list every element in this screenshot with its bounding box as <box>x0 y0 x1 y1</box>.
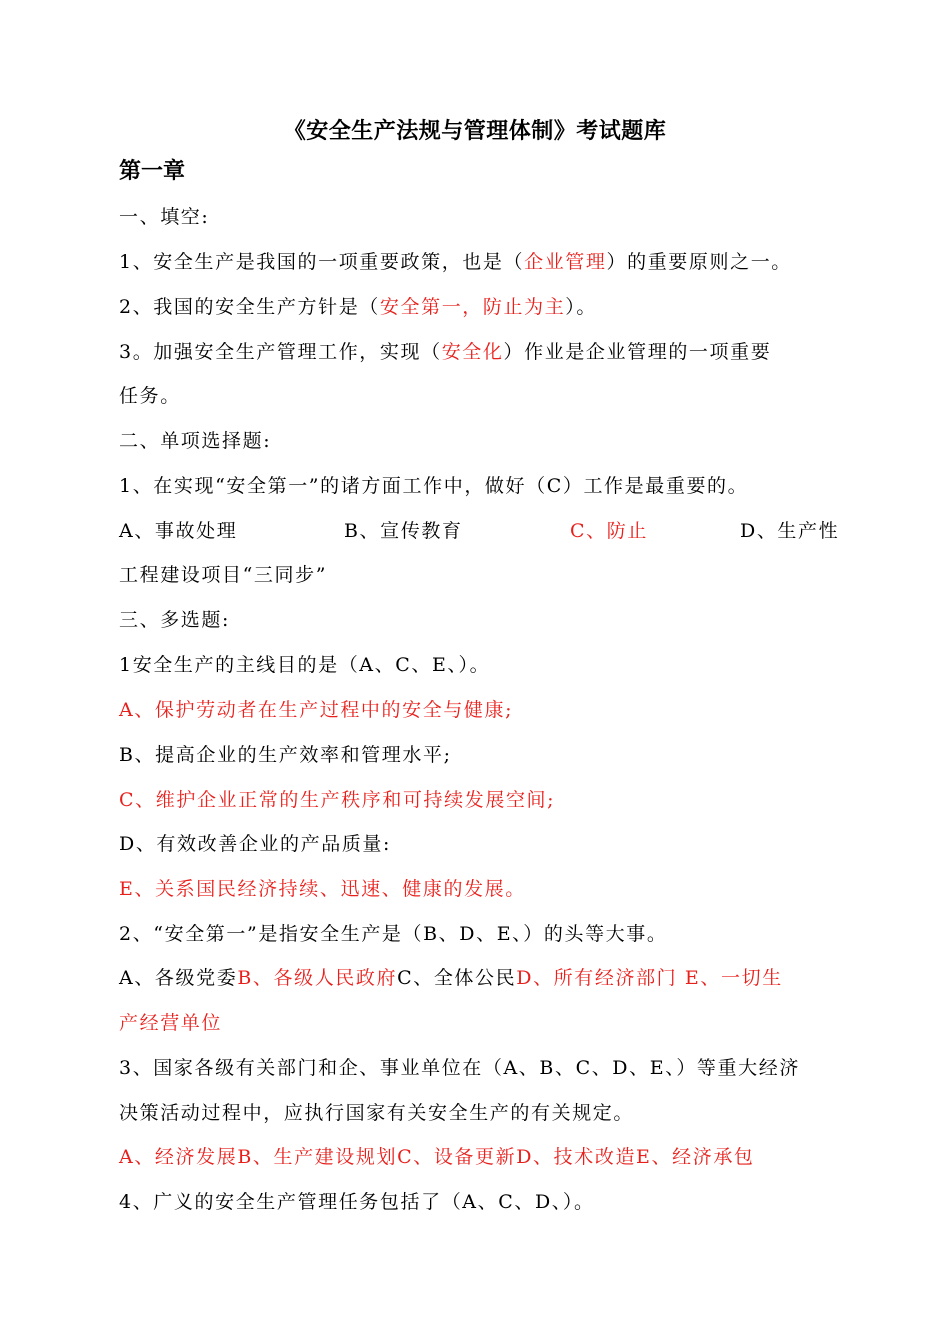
multi-1-option-b: B、提高企业的生产效率和管理水平; <box>119 744 452 766</box>
chapter-heading: 第一章 <box>119 158 186 184</box>
question-fill-1 <box>119 247 792 274</box>
question-text: ）的重要原则之一。 <box>606 251 792 273</box>
question-multi-4: 4、广义的安全生产管理任务包括了（A、C、D、）。 <box>119 1191 595 1213</box>
question-text: 1、安全生产是我国的一项重要政策，也是（ <box>119 251 525 273</box>
multi-2-option-e-cont: 产经营单位 <box>119 1012 223 1034</box>
option-d: D、生产性 <box>740 520 840 542</box>
option-d-answer: D、所有经济部门 <box>516 967 678 989</box>
question-text: 2、我国的安全生产方针是（ <box>119 296 380 318</box>
option-b-answer: B、各级人民政府 <box>237 967 398 989</box>
question-multi-1: 1安全生产的主线目的是（A、C、E、）。 <box>119 654 491 676</box>
option-a: A、各级党委 <box>119 967 238 989</box>
question-multi-3-cont: 决策活动过程中，应执行国家有关安全生产的有关规定。 <box>119 1102 635 1124</box>
option-c-answer: C、防止 <box>570 520 648 542</box>
section-single-choice: 二、单项选择题: <box>119 430 272 452</box>
question-text: 3。加强安全生产管理工作，实现（ <box>119 341 442 363</box>
multi-1-option-c: C、维护企业正常的生产秩序和可持续发展空间; <box>119 789 556 811</box>
question-multi-2: 2、“安全第一”是指安全生产是（B、D、E、）的头等大事。 <box>119 923 668 945</box>
section-multi-choice: 三、多选题: <box>119 609 231 631</box>
answer-text: 企业管理 <box>524 251 607 273</box>
option-e-answer: E、一切生 <box>684 967 783 989</box>
option-a: A、事故处理 <box>119 520 238 542</box>
section-fill-blank: 一、填空: <box>119 206 210 228</box>
option-c: C、全体公民 <box>397 967 517 989</box>
question-fill-3-cont: 任务。 <box>119 385 181 407</box>
question-single-1: 1、在实现“安全第一”的诸方面工作中，做好（C）工作是最重要的。 <box>119 475 749 497</box>
question-fill-3 <box>119 337 771 364</box>
question-text: ）作业是企业管理的一项重要 <box>503 341 772 363</box>
question-multi-3: 3、国家各级有关部门和企、事业单位在（A、B、C、D、E、）等重大经济 <box>119 1057 800 1079</box>
option-b: B、宣传教育 <box>344 520 463 542</box>
question-text: ）。 <box>565 296 597 318</box>
multi-1-option-e: E、关系国民经济持续、迅速、健康的发展。 <box>119 878 526 900</box>
multi-1-option-a: A、保护劳动者在生产过程中的安全与健康; <box>119 699 514 721</box>
answer-text: 安全第一，防止为主 <box>379 296 566 318</box>
multi-2-options <box>119 963 783 990</box>
option-d-cont: 工程建设项目“三同步” <box>119 564 328 586</box>
multi-3-options: A、经济发展B、生产建设规划C、设备更新D、技术改造E、经济承包 <box>119 1146 755 1168</box>
question-fill-2 <box>119 292 597 319</box>
answer-text: 安全化 <box>441 341 504 363</box>
document-title: 《安全生产法规与管理体制》考试题库 <box>283 118 667 144</box>
multi-1-option-d: D、有效改善企业的产品质量: <box>119 833 392 855</box>
